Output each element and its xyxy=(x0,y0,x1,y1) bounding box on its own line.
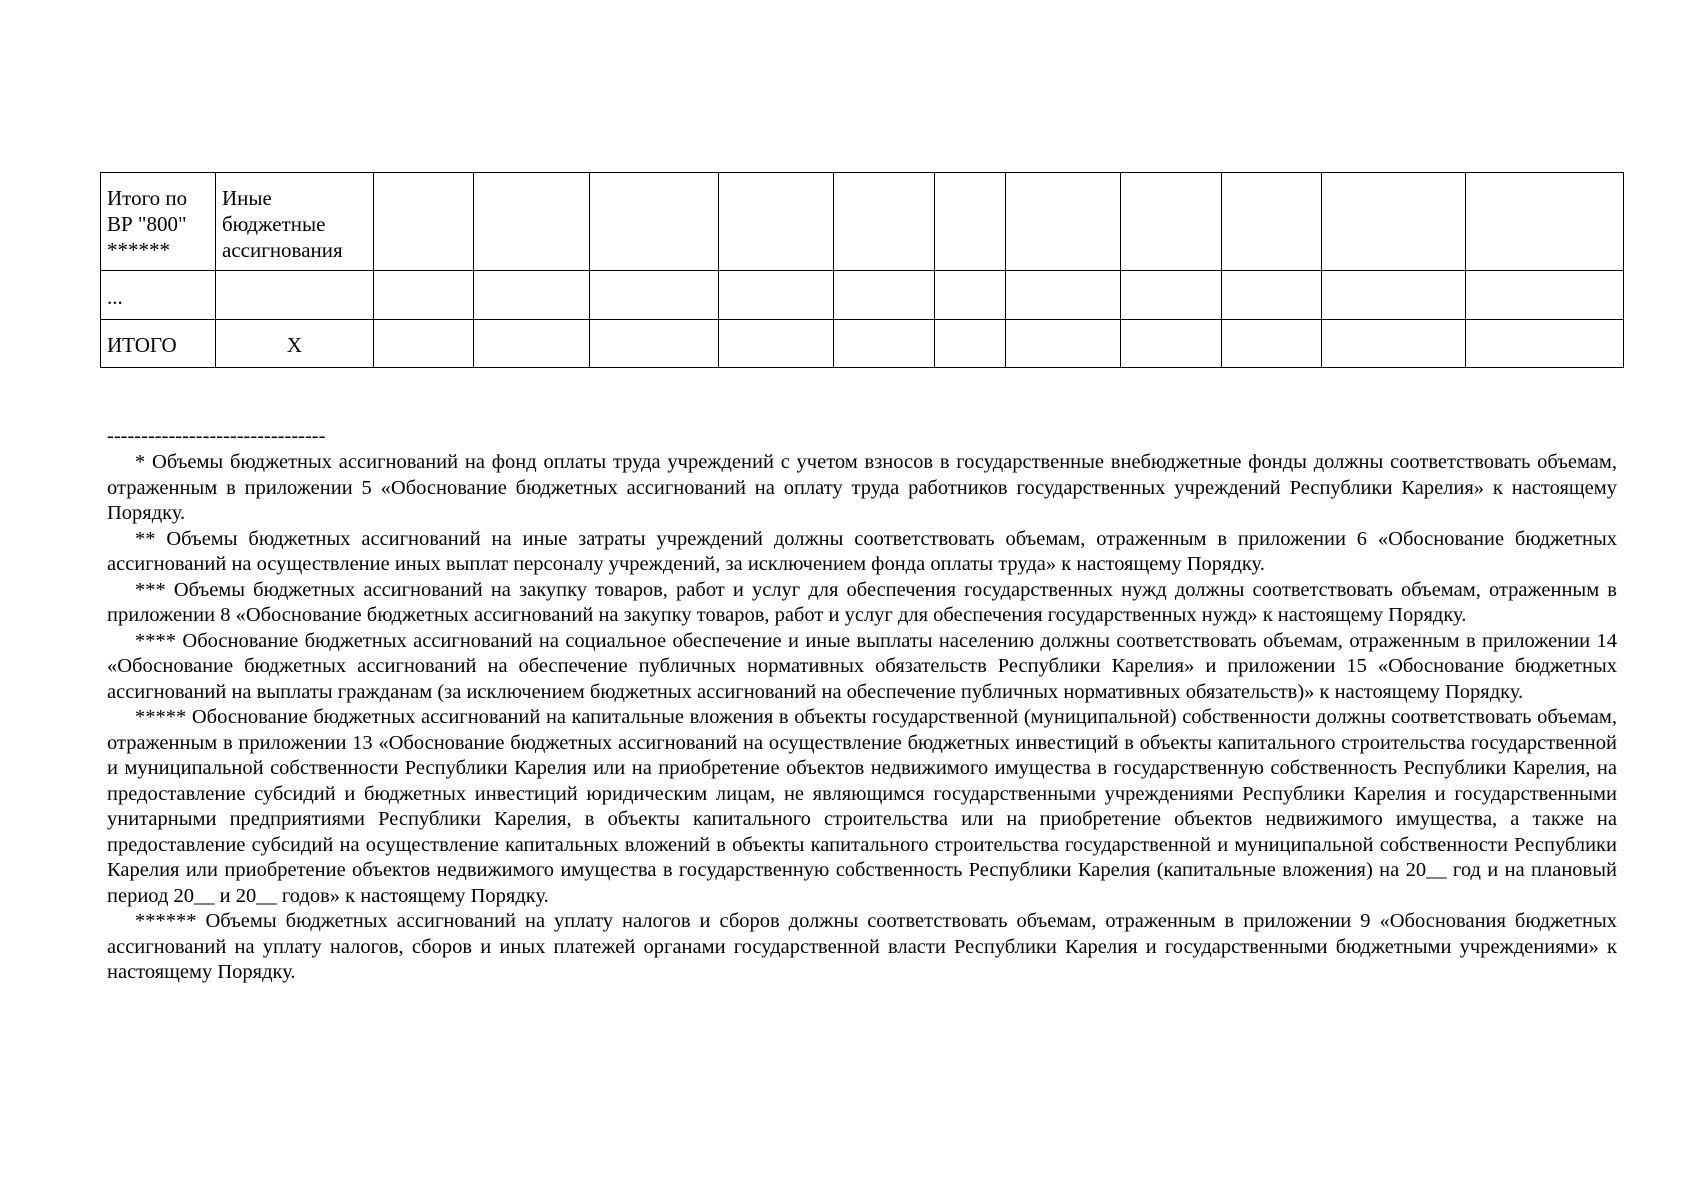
table-cell xyxy=(1006,271,1121,320)
table-cell xyxy=(474,173,590,271)
table-cell: Итого по ВР "800" ****** xyxy=(101,173,216,271)
table-cell xyxy=(216,271,374,320)
table-cell xyxy=(590,320,719,368)
footnote-separator: -------------------------------- xyxy=(107,425,326,447)
table-row xyxy=(101,271,1624,320)
table-cell: ИТОГО xyxy=(101,320,216,368)
table-cell xyxy=(1222,173,1322,271)
table-cell xyxy=(1322,320,1466,368)
table-cell xyxy=(1121,271,1222,320)
budget-table xyxy=(100,172,1624,368)
table-cell xyxy=(719,320,834,368)
footnote: ****** Объемы бюджетных ассигнований на уплату налогов и сборов должны соответствовать объемам, отраженным в приложении 9 «Обоснования бюджетных ассигнований на уплату налогов, сборов и иных платежей органами государственной власти Республики Карелия и государственными бюджетными учреждениями» к настоящему Порядку. xyxy=(107,910,1617,983)
table-cell xyxy=(374,173,474,271)
table-cell: Иные бюджетные ассигнования xyxy=(216,173,374,271)
table-row xyxy=(101,173,1624,271)
table-cell xyxy=(1322,271,1466,320)
table-cell xyxy=(590,173,719,271)
table-cell xyxy=(834,271,935,320)
footnote: *** Объемы бюджетных ассигнований на закупку товаров, работ и услуг для обеспечения государственных нужд должны соответствовать объемам, отраженным в приложении 8 «Обоснование бюджетных ассигнований на закупку товаров, работ и услуг для обеспечения государственных нужд» к настоящему Порядку. xyxy=(107,578,1617,626)
table-cell: ... xyxy=(101,271,216,320)
table-row xyxy=(101,320,1624,368)
table-cell xyxy=(834,320,935,368)
table-cell xyxy=(1121,173,1222,271)
table-cell xyxy=(719,271,834,320)
table-cell xyxy=(935,271,1006,320)
table-cell xyxy=(1006,173,1121,271)
table-cell xyxy=(474,320,590,368)
table-cell xyxy=(590,271,719,320)
table-cell xyxy=(834,173,935,271)
table-cell xyxy=(1222,271,1322,320)
table-cell xyxy=(935,320,1006,368)
table-cell xyxy=(1121,320,1222,368)
table-cell xyxy=(1466,271,1624,320)
table-cell xyxy=(1466,320,1624,368)
table-cell xyxy=(1006,320,1121,368)
table-cell: Х xyxy=(216,320,374,368)
footnotes xyxy=(107,424,1617,986)
table-cell xyxy=(1466,173,1624,271)
table-cell xyxy=(374,320,474,368)
footnote: ** Объемы бюджетных ассигнований на иные затраты учреждений должны соответствовать объемам, отраженным в приложении 6 «Обоснование бюджетных ассигнований на осуществление иных выплат персоналу учреждений, за исключением фонда оплаты труда» к настоящему Порядку. xyxy=(107,527,1617,575)
table-cell xyxy=(935,173,1006,271)
footnote: * Объемы бюджетных ассигнований на фонд оплаты труда учреждений с учетом взносов в государственные внебюджетные фонды должны соответствовать объемам, отраженным в приложении 5 «Обоснование бюджетных ассигнований на оплату труда работников государственных учреждений Республики Карелия» к настоящему Порядку. xyxy=(107,451,1617,524)
table-cell xyxy=(474,271,590,320)
table-cell xyxy=(719,173,834,271)
footnote: **** Обоснование бюджетных ассигнований на социальное обеспечение и иные выплаты населению должны соответствовать объемам, отраженным в приложении 14 «Обоснование бюджетных ассигнований на обеспечение публичных нормативных обязательств Республики Карелия» и приложении 15 «Обоснование бюджетных ассигнований на выплаты гражданам (за исключением бюджетных ассигнований на обеспечение публичных нормативных обязательств)» к настоящему Порядку. xyxy=(107,629,1617,703)
footnote: ***** Обоснование бюджетных ассигнований на капитальные вложения в объекты государственной (муниципальной) собственности должны соответствовать объемам, отраженным в приложении 13 «Обоснование бюджетных ассигнований на осуществление бюджетных инвестиций в объекты капитального строительства государственной и муниципальной собственности Республики Карелия или на приобретение объектов недвижимого имущества в государственную собственность Республики Карелия, на предоставление субсидий и бюджетных инвестиций юридическим лицам, не являющимся государственными учреждениями Республики Карелия и государственными унитарными предприятиями Республики Карелия, в объекты капитального строительства или на приобретение объектов недвижимого имущества, а также на предоставление субсидий на осуществление капитальных вложений в объекты капитального строительства государственной и муниципальной собственности Республики Карелия или приобретение объектов недвижимого имущества в государственную собственность Республики Карелия (капитальные вложения) на 20__ год и на плановый период 20__ и 20__ годов» к настоящему Порядку. xyxy=(107,706,1617,907)
table-cell xyxy=(1222,320,1322,368)
table-cell xyxy=(374,271,474,320)
table-cell xyxy=(1322,173,1466,271)
